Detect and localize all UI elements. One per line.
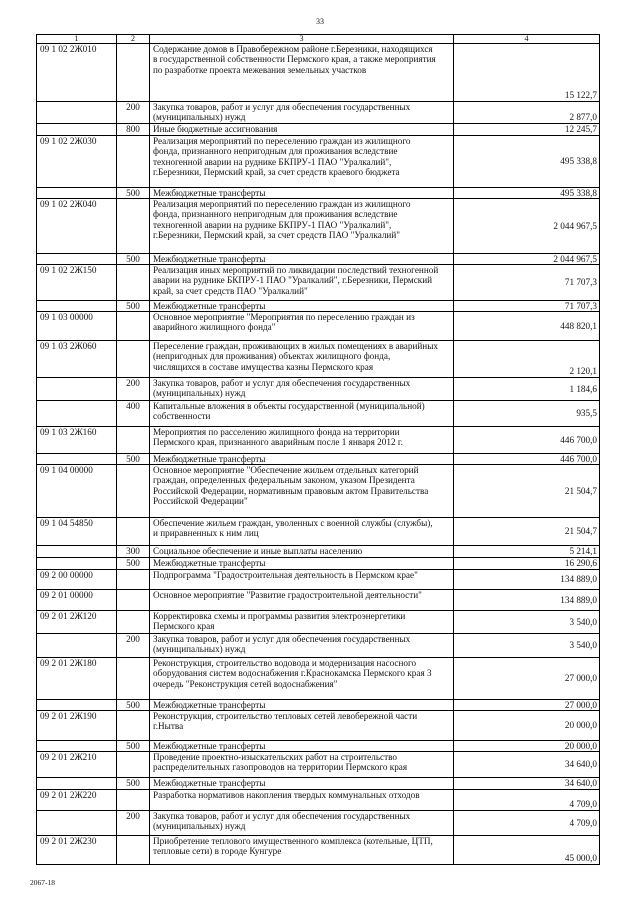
table-row — [37, 199, 599, 254]
row-amount: 4 709,0 — [569, 798, 597, 809]
row-description: Межбюджетные трансферты — [150, 700, 454, 710]
row-amount: 3 540,0 — [569, 640, 597, 651]
row-expense-type — [117, 658, 150, 699]
table-row — [37, 301, 599, 312]
table-row — [37, 312, 599, 341]
row-code — [37, 546, 117, 557]
row-expense-type: 500 — [117, 558, 150, 569]
row-expense-type — [117, 611, 150, 633]
row-code — [37, 741, 117, 751]
row-expense-type — [117, 570, 150, 589]
row-code: 09 1 04 00000 — [37, 465, 117, 517]
row-code: 09 2 00 00000 — [37, 570, 117, 589]
row-code — [37, 378, 117, 400]
row-description: Мероприятия по расселению жилищного фонда на территории Пермского края, признанного аварийным после 1 января 2012 г. — [150, 427, 454, 453]
table-row — [37, 790, 599, 811]
document-code: 2067-18 — [30, 878, 55, 887]
row-description: Основное мероприятие "Обеспечение жильем отдельных категорий граждан, определенных федеральным законом, указом Президента Российской Федерации, нормативным правовым актом Правительства Российской Федерации" — [150, 465, 454, 517]
row-code: 09 1 03 2Ж160 — [37, 427, 117, 453]
table-row — [37, 465, 599, 518]
table-row — [37, 711, 599, 741]
row-code — [37, 188, 117, 198]
row-code: 09 2 01 2Ж120 — [37, 611, 117, 633]
row-description: Содержание домов в Правобережном районе г.Березники, находящихся в государственной собственности Пермского края, а также мероприятия по разработке проекта межевания земельных участков — [150, 44, 454, 101]
row-description: Иные бюджетные ассигнования — [150, 124, 454, 135]
row-amount: 134 889,0 — [560, 574, 597, 585]
row-code — [37, 700, 117, 710]
row-amount: 446 700,0 — [560, 434, 597, 445]
row-description: Корректировка схемы и программы развития электроэнергетики Пермского края — [150, 611, 454, 633]
budget-table — [36, 34, 600, 865]
table-row — [37, 570, 599, 590]
row-amount: 21 504,7 — [564, 526, 597, 537]
row-code — [37, 124, 117, 135]
row-expense-type: 200 — [117, 378, 150, 400]
table-row — [37, 558, 599, 570]
row-amount: 20 000,0 — [564, 720, 597, 731]
row-code — [37, 778, 117, 789]
row-amount: 1 184,6 — [569, 383, 597, 394]
row-description: Реализация иных мероприятий по ликвидации последствий техногенной аварии на руднике БКПРУ-1 ПАО "Уралкалий", г.Березники, Пермский край, за счет средств ПАО "Уралкалий" — [150, 265, 454, 300]
row-description: Реконструкция, строительство тепловых сетей левобережной части г.Нытва — [150, 711, 454, 740]
row-description: Межбюджетные трансферты — [150, 778, 454, 789]
row-expense-type: 400 — [117, 401, 150, 426]
row-expense-type — [117, 136, 150, 187]
row-description: Обеспечение жильем граждан, уволенных с военной службы (службы), и приравненных к ним лиц — [150, 518, 454, 545]
row-amount: 446 700,0 — [560, 453, 597, 464]
row-amount: 20 000,0 — [564, 740, 597, 751]
row-code — [37, 102, 117, 123]
table-row — [37, 102, 599, 124]
row-code: 09 1 02 2Ж150 — [37, 265, 117, 300]
table-row — [37, 427, 599, 454]
table-row — [37, 265, 599, 301]
row-description: Разработка нормативов накопления твердых коммунальных отходов — [150, 790, 454, 810]
table-row — [37, 401, 599, 427]
row-code: 09 1 03 2Ж060 — [37, 341, 117, 377]
table-row — [37, 700, 599, 711]
table-row — [37, 378, 599, 401]
row-description: Подпрограмма "Градостроительная деятельность в Пермском крае" — [150, 570, 454, 589]
row-expense-type: 800 — [117, 124, 150, 135]
row-amount: 495 338,8 — [560, 187, 597, 198]
row-expense-type: 200 — [117, 811, 150, 835]
row-amount: 4 709,0 — [569, 817, 597, 828]
row-description: Межбюджетные трансферты — [150, 741, 454, 751]
row-expense-type — [117, 518, 150, 545]
table-row — [37, 811, 599, 836]
row-description: Основное мероприятие "Развитие градостроительной деятельности" — [150, 590, 454, 610]
table-row — [37, 836, 599, 865]
row-description: Межбюджетные трансферты — [150, 301, 454, 311]
table-body — [37, 44, 599, 865]
row-expense-type: 200 — [117, 102, 150, 123]
row-expense-type — [117, 44, 150, 101]
row-code: 09 1 02 2Ж010 — [37, 44, 117, 101]
row-expense-type — [117, 752, 150, 777]
column-header-2: 2 — [117, 35, 150, 43]
row-description: Межбюджетные трансферты — [150, 454, 454, 464]
row-amount: 12 245,7 — [564, 124, 597, 135]
row-expense-type — [117, 711, 150, 740]
row-amount: 2 044 967,5 — [553, 253, 597, 264]
row-expense-type — [117, 590, 150, 610]
row-description: Социальное обеспечение и иные выплаты населению — [150, 546, 454, 557]
row-amount: 27 000,0 — [564, 673, 597, 684]
column-header-1: 1 — [37, 35, 117, 43]
table-row — [37, 44, 599, 102]
table-row — [37, 741, 599, 752]
row-expense-type: 500 — [117, 741, 150, 751]
row-code: 09 1 03 00000 — [37, 312, 117, 340]
row-code: 09 2 01 2Ж230 — [37, 836, 117, 864]
page-number: 33 — [316, 17, 324, 26]
column-header-3: 3 — [150, 35, 454, 43]
row-amount: 2 120,1 — [569, 365, 597, 376]
row-description: Переселение граждан, проживающих в жилых помещениях в аварийных (непригодных для проживания) объектах жилищного фонда, числящихся в составе имущества казны Пермского края — [150, 341, 454, 377]
row-amount: 15 122,7 — [564, 89, 597, 100]
column-header-4: 4 — [524, 34, 529, 43]
row-code: 09 2 01 2Ж190 — [37, 711, 117, 740]
row-amount: 2 877,0 — [569, 111, 597, 122]
table-row — [37, 778, 599, 790]
row-amount: 134 889,0 — [560, 594, 597, 605]
row-code: 09 2 01 2Ж180 — [37, 658, 117, 699]
row-code — [37, 811, 117, 835]
row-code — [37, 301, 117, 311]
row-description: Закупка товаров, работ и услуг для обеспечения государственных (муниципальных) нужд — [150, 811, 454, 835]
table-row — [37, 136, 599, 188]
row-expense-type: 500 — [117, 778, 150, 789]
row-expense-type: 500 — [117, 254, 150, 264]
row-code: 09 2 01 00000 — [37, 590, 117, 610]
row-description: Реконструкция, строительство водовода и модернизация насосного оборудования систем водоснабжения г.Краснокамска Пермского края 3 очередь "Реконструкция сетей водоснабжения" — [150, 658, 454, 699]
row-expense-type: 500 — [117, 188, 150, 198]
row-amount: 448 820,1 — [560, 320, 597, 331]
row-amount: 935,5 — [576, 408, 597, 419]
row-amount: 34 640,0 — [564, 778, 597, 789]
row-description: Закупка товаров, работ и услуг для обеспечения государственных (муниципальных) нужд — [150, 378, 454, 400]
row-description: Капитальные вложения в объекты государственной (муниципальной) собственности — [150, 401, 454, 426]
row-description: Проведение проектно-изыскательских работ на строительство распределительных газопроводов на территории Пермского края — [150, 752, 454, 777]
row-description: Реализация мероприятий по переселению граждан из жилищного фонда, признанного непригодным для проживания вследствие техногенной аварии на руднике БКПРУ-1 ПАО "Уралкалий", г.Березники, Пермский край, за счет средств краевого бюджета — [150, 136, 454, 187]
row-code: 09 2 01 2Ж220 — [37, 790, 117, 810]
table-row — [37, 454, 599, 465]
row-expense-type: 300 — [117, 546, 150, 557]
row-code: 09 1 02 2Ж030 — [37, 136, 117, 187]
row-expense-type — [117, 465, 150, 517]
row-description: Закупка товаров, работ и услуг для обеспечения государственных (муниципальных) нужд — [150, 634, 454, 657]
row-amount: 21 504,7 — [564, 485, 597, 496]
row-expense-type — [117, 341, 150, 377]
table-row — [37, 518, 599, 546]
row-description: Реализация мероприятий по переселению граждан из жилищного фонда, признанного непригодным для проживания вследствие техногенной аварии на руднике БКПРУ-1 ПАО "Уралкалий", г.Березники, Пермский край, за счет средств ПАО "Уралкалий" — [150, 199, 454, 253]
table-row — [37, 124, 599, 136]
table-header-row — [37, 35, 599, 44]
row-expense-type: 200 — [117, 634, 150, 657]
table-row — [37, 254, 599, 265]
row-code — [37, 401, 117, 426]
row-amount: 34 640,0 — [564, 759, 597, 770]
row-expense-type — [117, 790, 150, 810]
row-amount: 71 707,3 — [564, 300, 597, 311]
row-amount: 2 044 967,5 — [553, 220, 597, 231]
row-expense-type — [117, 427, 150, 453]
table-row — [37, 546, 599, 558]
row-amount: 16 290,6 — [564, 558, 597, 569]
row-code: 09 1 04 54850 — [37, 518, 117, 545]
table-row — [37, 611, 599, 634]
row-expense-type: 500 — [117, 454, 150, 464]
row-code — [37, 558, 117, 569]
row-code — [37, 634, 117, 657]
row-code: 09 1 02 2Ж040 — [37, 199, 117, 253]
row-expense-type — [117, 836, 150, 864]
row-expense-type — [117, 265, 150, 300]
table-row — [37, 634, 599, 658]
row-amount: 27 000,0 — [564, 699, 597, 710]
row-amount: 45 000,0 — [564, 852, 597, 863]
row-expense-type: 500 — [117, 301, 150, 311]
table-row — [37, 188, 599, 199]
table-row — [37, 341, 599, 378]
row-description: Межбюджетные трансферты — [150, 558, 454, 569]
table-row — [37, 658, 599, 700]
row-code — [37, 454, 117, 464]
row-code — [37, 254, 117, 264]
row-expense-type — [117, 312, 150, 340]
row-amount: 3 540,0 — [569, 616, 597, 627]
row-amount: 495 338,8 — [560, 156, 597, 167]
table-row — [37, 590, 599, 611]
row-description: Основное мероприятие "Мероприятия по переселению граждан из аварийного жилищного фонда" — [150, 312, 454, 340]
row-description: Закупка товаров, работ и услуг для обеспечения государственных (муниципальных) нужд — [150, 102, 454, 123]
row-description: Приобретение теплового имущественного комплекса (котельные, ЦТП, тепловые сети) в городе Кунгуре — [150, 836, 454, 864]
row-amount: 71 707,3 — [564, 277, 597, 288]
row-description: Межбюджетные трансферты — [150, 254, 454, 264]
table-row — [37, 752, 599, 778]
row-code: 09 2 01 2Ж210 — [37, 752, 117, 777]
row-description: Межбюджетные трансферты — [150, 188, 454, 198]
row-expense-type: 500 — [117, 700, 150, 710]
row-amount: 5 214,1 — [569, 546, 597, 557]
row-expense-type — [117, 199, 150, 253]
